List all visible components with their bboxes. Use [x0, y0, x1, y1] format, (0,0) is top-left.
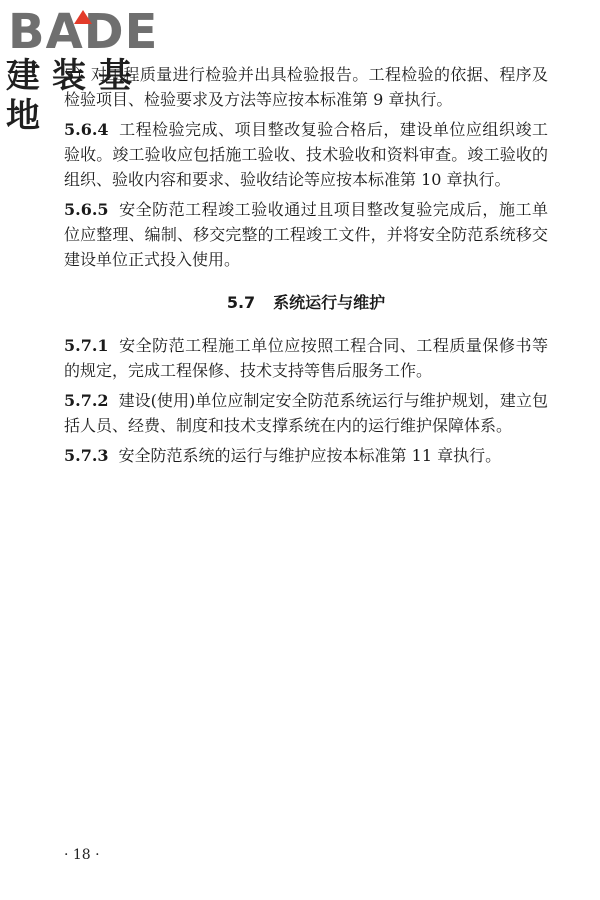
- section-number: 5.7: [226, 293, 256, 312]
- clause-5-7-1: [64, 333, 548, 383]
- clause-text: 安全防范工程竣工验收通过且项目整改复验完成后，施工单位应整理、编制、移交完整的工程竣工文件，并将安全防范系统移交建设单位正式投入使用。: [64, 200, 548, 269]
- logo-word: BADE: [8, 4, 159, 60]
- clause-number: 5.7.3: [64, 446, 109, 465]
- logo-accent-mark: [74, 10, 92, 24]
- clause-number: 5.6.4: [64, 120, 109, 139]
- page-body: [64, 62, 548, 473]
- logo-subtitle: 建装基地: [6, 56, 144, 136]
- page-number: · 18 ·: [64, 847, 100, 863]
- clause-text: 安全防范工程施工单位应按照工程合同、工程质量保修书等的规定，完成工程保修、技术支持等售后服务工作。: [64, 336, 548, 380]
- paragraph-text: 5）对工程质量进行检验并出具检验报告。工程检验的依据、程序及检验项目、检验要求及方法等应按本标准第 9 章执行。: [64, 65, 548, 109]
- clause-5-6-5: [64, 197, 548, 272]
- clause-5-7-3: [64, 443, 548, 468]
- clause-number: 5.6.5: [64, 200, 109, 219]
- clause-5-7-2: [64, 388, 548, 438]
- section-heading: [64, 290, 548, 315]
- clause-5-6-4: [64, 117, 548, 192]
- section-title-text: 系统运行与维护: [273, 293, 386, 312]
- clause-number: 5.7.2: [64, 391, 109, 410]
- clause-text: 工程检验完成、项目整改复验合格后，建设单位应组织竣工验收。竣工验收应包括施工验收、技术验收和资料审查。竣工验收的组织、验收内容和要求、验收结论等应按本标准第 10 章执行。: [64, 120, 548, 189]
- clause-text: 安全防范系统的运行与维护应按本标准第 11 章执行。: [118, 446, 502, 465]
- clause-text: 建设(使用)单位应制定安全防范系统运行与维护规划，建立包括人员、经费、制度和技术支撑系统在内的运行维护保障体系。: [64, 391, 548, 435]
- clause-number: 5.7.1: [64, 336, 109, 355]
- paragraph-continuation: [64, 62, 548, 112]
